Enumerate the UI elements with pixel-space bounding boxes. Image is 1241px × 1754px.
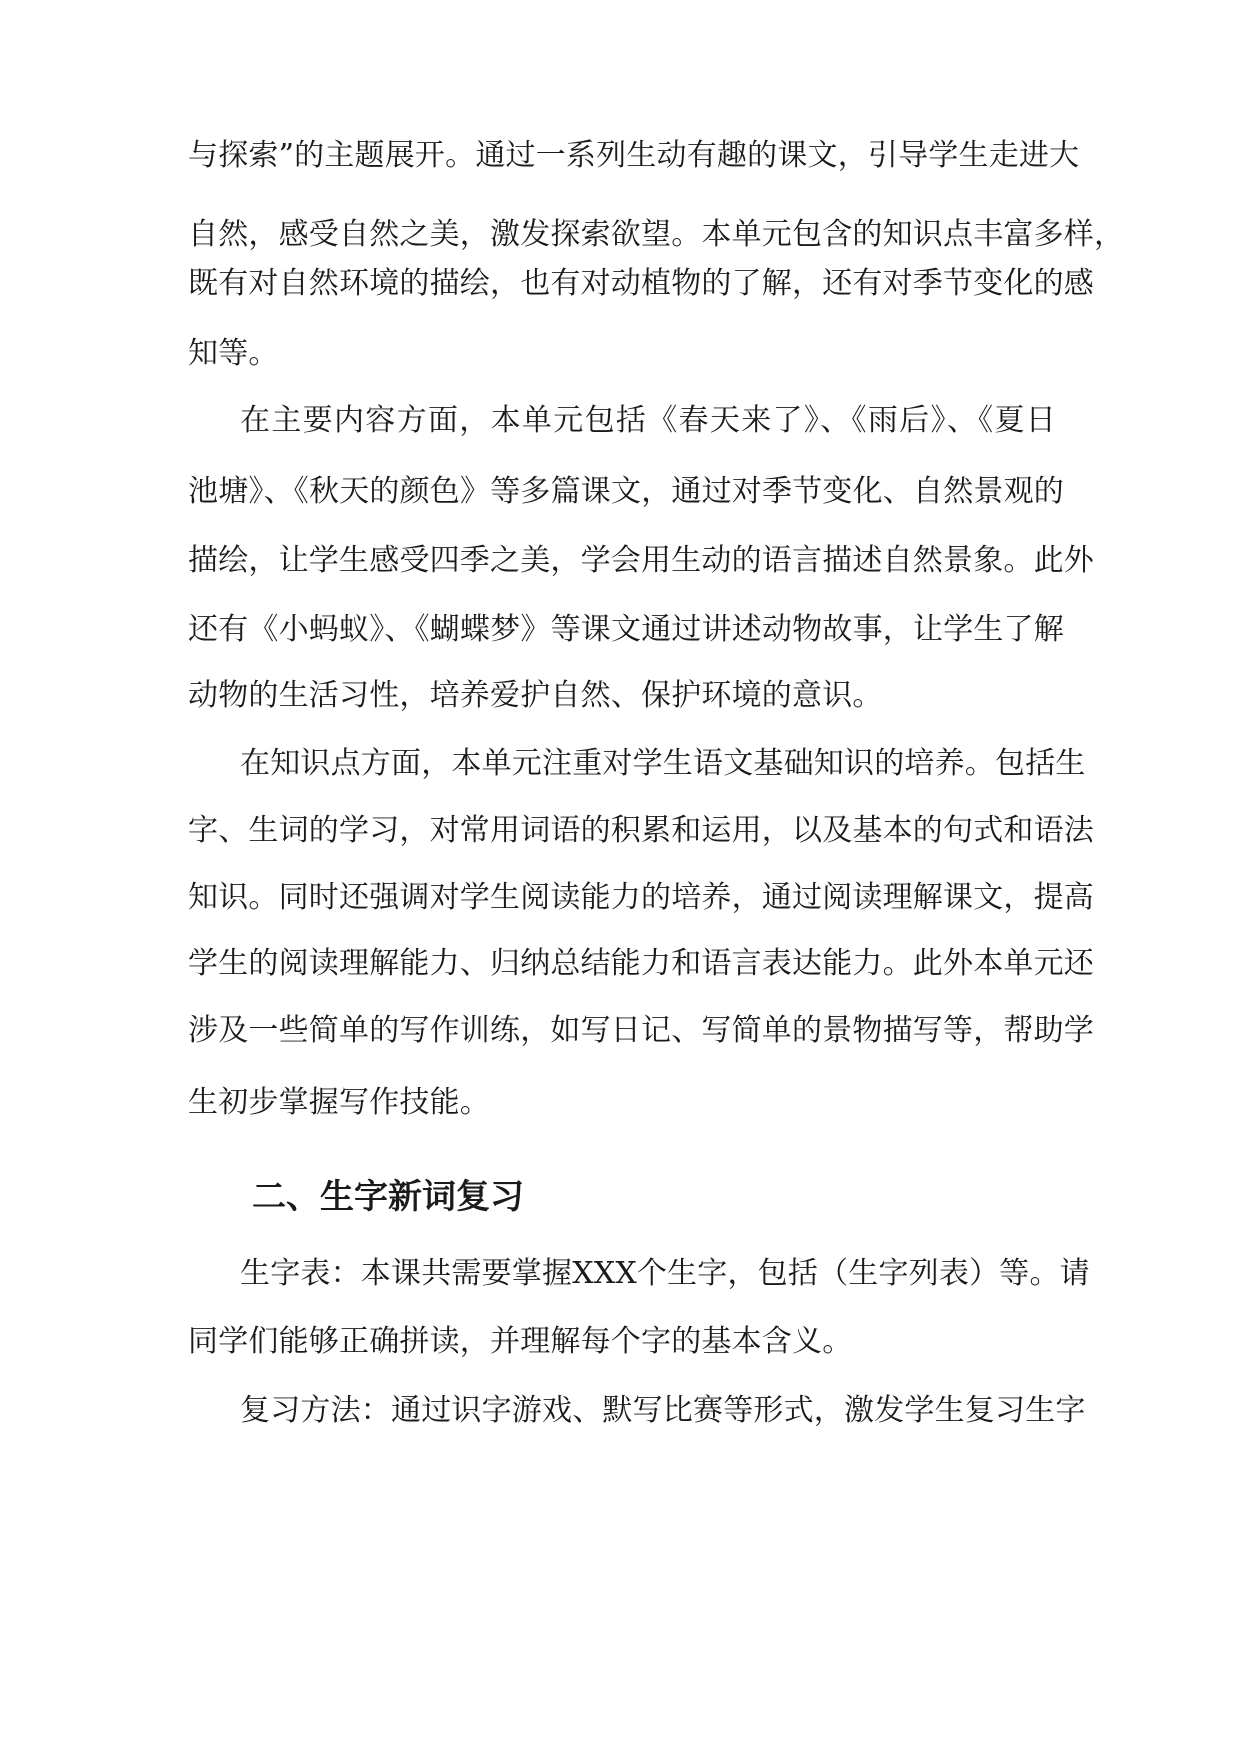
paragraph-line: 复习方法：通过识字游戏、默写比赛等形式，激发学生复习生字: [240, 1393, 1086, 1428]
paragraph-line: 在主要内容方面，本单元包括《春天来了》、《雨后》、《夏日: [240, 403, 1056, 438]
paragraph-line: 还有《小蚂蚁》、《蝴蝶梦》等课文通过讲述动物故事，让学生了解: [188, 612, 1064, 647]
paragraph-line: 在知识点方面，本单元注重对学生语文基础知识的培养。包括生: [240, 746, 1086, 781]
paragraph-line: 自然，感受自然之美，激发探索欲望。本单元包含的知识点丰富多样，: [188, 217, 1125, 252]
paragraph-line: 描绘，让学生感受四季之美，学会用生动的语言描述自然景象。此外: [188, 543, 1094, 578]
paragraph-line: 知等。: [188, 336, 279, 371]
paragraph-line: 动物的生活习性，培养爱护自然、保护环境的意识。: [188, 678, 883, 713]
paragraph-line: 知识。同时还强调对学生阅读能力的培养，通过阅读理解课文，提高: [188, 880, 1094, 915]
paragraph-line: 生字表：本课共需要掌握XXX个生字，包括（生字列表）等。请: [240, 1256, 1090, 1291]
section-heading: 二、生字新词复习: [252, 1177, 524, 1217]
paragraph-line: 学生的阅读理解能力、归纳总结能力和语言表达能力。此外本单元还: [188, 946, 1094, 981]
paragraph-line: 与探索”的主题展开。通过一系列生动有趣的课文，引导学生走进大: [188, 138, 1080, 173]
paragraph-line: 同学们能够正确拼读，并理解每个字的基本含义。: [188, 1324, 853, 1359]
paragraph-line: 池塘》、《秋天的颜色》等多篇课文，通过对季节变化、自然景观的: [188, 474, 1064, 509]
paragraph-line: 既有对自然环境的描绘，也有对动植物的了解，还有对季节变化的感: [188, 266, 1094, 301]
paragraph-line: 涉及一些简单的写作训练，如写日记、写简单的景物描写等，帮助学: [188, 1013, 1094, 1048]
paragraph-line: 生初步掌握写作技能。: [188, 1085, 490, 1120]
document-page: [188, 0, 1125, 1754]
paragraph-line: 字、生词的学习，对常用词语的积累和运用，以及基本的句式和语法: [188, 813, 1094, 848]
